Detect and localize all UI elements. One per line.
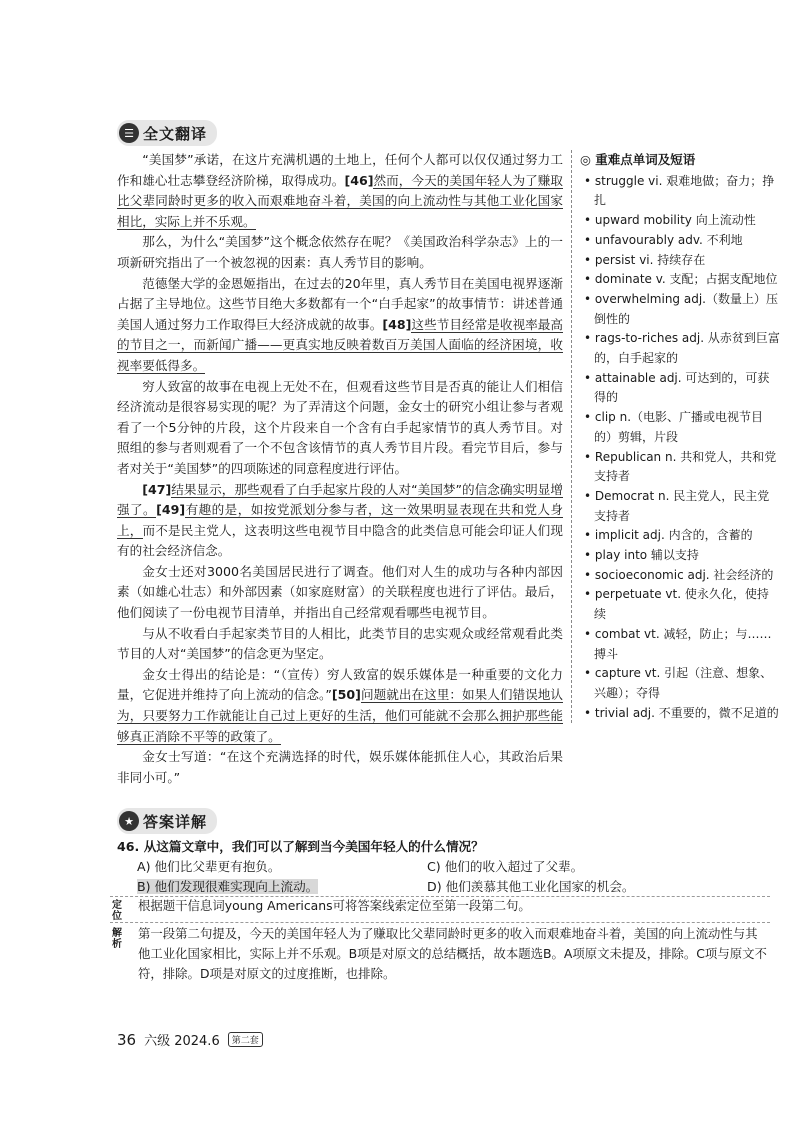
answer-title: 答案详解 <box>143 812 208 831</box>
question-options-row-2 <box>117 876 757 895</box>
answer-header <box>117 808 217 834</box>
vocab-item: • trivial adj. 不重要的，微不足道的 <box>584 705 779 720</box>
vocab-item: • persist vi. 持续存在 <box>584 252 706 267</box>
translation-segment: 问题就出在这里：如果人们错误地认为，只要努力工作就能让自己过上更好的生活，他们可能就不会那么拥护那些能够真正消除不平等的政策了。 <box>117 687 563 744</box>
question-marker: [46] <box>344 172 374 188</box>
translation-paragraph <box>117 665 563 747</box>
translation-paragraph <box>117 480 563 562</box>
question-marker: [49] <box>156 502 186 518</box>
translation-segment: 金女士得出的结论是：“（宣传）穷人致富的娱乐媒体是一种重要的文化力量，它促进并维持了向上流动的信念。” <box>117 666 563 703</box>
translation-segment: 范德堡大学的金恩姬指出，在过去的20年里，真人秀节目在美国电视界逐渐占据了主导地位。这些节目绝大多数都有一个“白手起家”的故事情节：讲述普通美国人通过努力工作取得巨大经济成就的故事。 <box>117 275 563 332</box>
translation-segment: 然而，今天的美国年轻人为了赚取比父辈同龄时更多的收入而艰难地奋斗着，美国的向上流动性与其他工业化国家相比，实际上并不乐观。 <box>117 172 564 229</box>
translation-paragraph <box>117 150 563 232</box>
option-b-wrap <box>117 876 407 895</box>
target-icon: ◎ <box>580 152 591 167</box>
question-options-row-1 <box>117 856 757 875</box>
vocab-item: • socioeconomic adj. 社会经济的 <box>584 567 774 582</box>
vocab-item: • upward mobility 向上流动性 <box>584 213 756 228</box>
question-marker: [48] <box>382 316 412 332</box>
vocab-item: • implicit adj. 内含的，含蓄的 <box>584 528 753 543</box>
option-c: C) 他们的收入超过了父辈。 <box>427 859 584 874</box>
translation-paragraph <box>117 624 563 665</box>
book-icon: ☰ <box>119 123 139 143</box>
vocab-list <box>580 172 780 724</box>
translation-segment: “美国梦”承诺，在这片充满机遇的土地上，任何个人都可以仅仅通过努力工作和雄心壮志攀登经济阶梯，取得成功。 <box>117 152 563 188</box>
analysis-label: 解析 <box>112 928 122 950</box>
vocab-item: • unfavourably adv. 不利地 <box>584 232 743 247</box>
vocab-header: ◎ 重难点单词及短语 <box>580 152 696 167</box>
vocab-sidebar <box>571 150 780 723</box>
locate-label: 定位 <box>112 900 122 922</box>
translation-segment: 那么，为什么“美国梦”这个概念依然存在呢？《美国政治科学杂志》上的一项新研究指出了一个被忽视的因素：真人秀节目的影响。 <box>117 234 563 270</box>
option-b: B) 他们发现很难实现向上流动。 <box>137 879 319 894</box>
page-footer <box>117 1030 263 1049</box>
translation-paragraph <box>117 377 563 480</box>
vocab-item: • rags-to-riches adj. 从赤贫到巨富的，白手起家的 <box>584 331 780 366</box>
translation-segment: 这些节目经常是收视率最高的节目之一，而新闻广播——更真实地反映着数百万美国人面临的经济困境，收视率要低得多。 <box>117 316 564 373</box>
lightbulb-icon: ★ <box>119 811 139 831</box>
page-number: 36 <box>117 1030 137 1049</box>
vocab-item: • capture vt. 引起（注意、想象、兴趣）；夺得 <box>584 666 773 700</box>
analysis-text: 第一段第二句提及，今天的美国年轻人为了赚取比父辈同龄时更多的收入而艰难地奋斗着，美国的向上流动性与其他工业化国家相比，实际上并不乐观。B项是对原文的总结概括，故本题选B。A项原文未提及，排除。C项与原文不符，排除。D项是对原文的过度推断，也排除。 <box>138 926 767 981</box>
translation-segment: 与从不收看白手起家类节目的人相比，此类节目的忠实观众或经常观看此类节目的人对“美国梦”的信念更为坚定。 <box>117 625 563 662</box>
translation-paragraph <box>117 747 563 788</box>
translation-body <box>117 150 563 788</box>
option-d: D) 他们羡慕其他工业化国家的机会。 <box>427 879 635 894</box>
translation-segment: 结果显示，那些观看了白手起家片段的人对“美国梦”的信念确实明显增强了。 <box>117 481 563 518</box>
vocab-item: • dominate v. 支配；占据支配地位 <box>584 272 778 287</box>
vocab-item: • Republican n. 共和党人，共和党支持者 <box>584 449 777 484</box>
translation-segment: 金女士还对3000名美国居民进行了调查。他们对人生的成功与各种内部因素（如雄心壮志）和外部因素（如家庭财富）的关联程度也进行了评估。最后，他们阅读了一份电视节目清单，并指出自己经常观看哪些电视节目。 <box>117 563 563 621</box>
locate-text: 根据题干信息词young Americans可将答案线索定位至第一段第二句。 <box>138 898 531 913</box>
divider <box>110 922 770 923</box>
issue-label: 六级 2024.6 <box>144 1034 220 1049</box>
vocab-item: • clip n.（电影、广播或电视节目的）剪辑，片段 <box>584 410 764 444</box>
translation-segment: 有趣的是，如按党派划分参与者，这一效果明显表现在共和党人身上， <box>117 502 564 538</box>
translation-header <box>117 120 217 146</box>
translation-paragraph <box>117 274 563 377</box>
translation-segment: 金女士写道：“在这个充满选择的时代，娱乐媒体能抓住人心，其政治后果非同小可。” <box>117 749 563 785</box>
option-a: A) 他们比父辈更有抱负。 <box>137 859 281 874</box>
translation-segment: 而不是民主党人，这表明这些电视节目中隐含的此类信息可能会印证人们现有的社会经济信念。 <box>117 522 564 559</box>
question-stem: 46. 从这篇文章中，我们可以了解到当今美国年轻人的什么情况？ <box>117 839 484 854</box>
question-marker: [50] <box>331 687 361 703</box>
vocab-item: • overwhelming adj.（数量上）压倒性的 <box>584 291 778 326</box>
vocab-item: • Democrat n. 民主党人，民主党支持者 <box>584 488 770 523</box>
translation-title: 全文翻译 <box>143 124 208 143</box>
vocab-item: • attainable adj. 可达到的，可获得的 <box>584 370 770 405</box>
translation-segment: 穷人致富的故事在电视上无处不在，但观看这些节目是否真的能让人们相信经济流动是很容易实现的呢？为了弄清这个问题，金女士的研究小组让参与者观看了一个5分钟的片段，这个片段来自一个含有白手起家情节的真人秀节目。对照组的参与者则观看了一个不包含该情节的真人秀节目片段。看完节目后，参与者对关于“美国梦”的四项陈述的同意程度进行评估。 <box>117 378 563 476</box>
vocab-item: • perpetuate vt. 使永久化，使持续 <box>584 587 769 622</box>
translation-paragraph <box>117 562 563 624</box>
vocab-item: • combat vt. 减轻，防止；与……搏斗 <box>584 626 772 661</box>
question-marker: [47] <box>142 481 172 497</box>
vocab-item: • struggle vi. 艰难地做；奋力；挣扎 <box>584 173 775 208</box>
set-badge: 第二套 <box>228 1032 263 1047</box>
translation-paragraph <box>117 232 563 273</box>
vocab-item: • play into 辅以支持 <box>584 548 699 563</box>
